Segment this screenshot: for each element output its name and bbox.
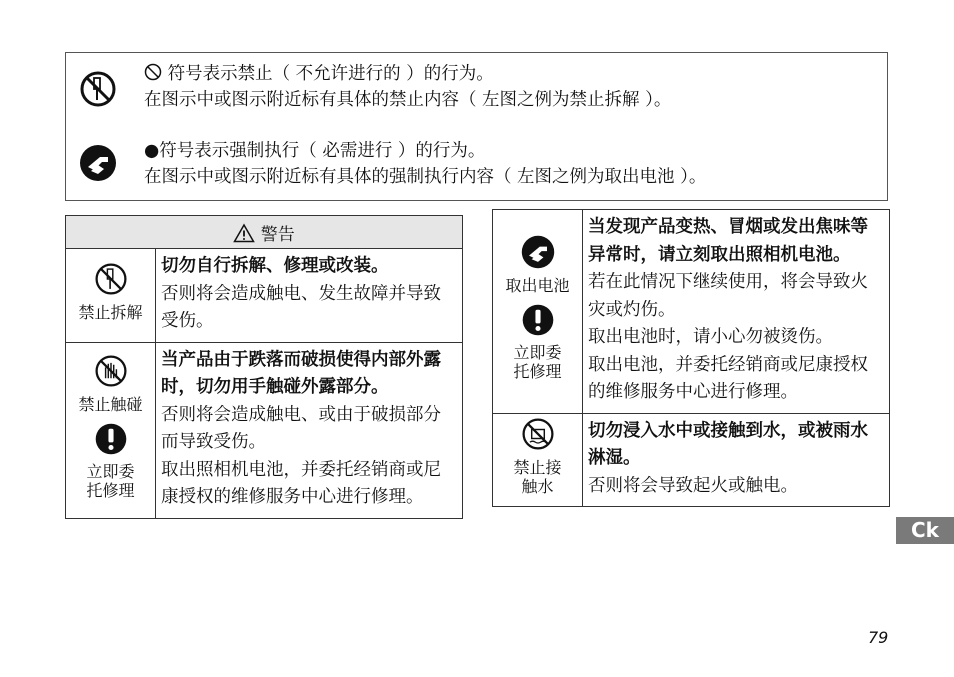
exclamation-icon [521, 322, 555, 341]
no-touch-icon [93, 374, 129, 393]
legend-prohibit-line2: 在图示中或图示附近标有具体的禁止内容（ 左图之例为禁止拆解 ）。 [144, 90, 672, 110]
warning-triangle-icon [233, 225, 260, 245]
table-row [66, 342, 463, 518]
table-row [493, 413, 890, 507]
exclamation-icon [94, 441, 128, 460]
language-tab: Ck [896, 517, 954, 544]
icon-label: 取出电池 [505, 275, 570, 295]
warning-text: 若在此情况下继续使用，将会导致火灾或灼伤。 [588, 272, 868, 320]
legend-mandatory-line2: 在图示中或图示附近标有具体的强制执行内容（ 左图之例为取出电池 ）。 [144, 167, 707, 187]
warning-header [66, 216, 463, 249]
prohibition-symbol-icon [144, 64, 168, 84]
warning-title: 切勿自行拆解、修理或改装。 [161, 256, 389, 276]
no-disassemble-icon [78, 69, 118, 113]
table-row [493, 210, 890, 414]
warning-text: 否则将会造成触电、或由于破损部分而导致受伤。 [161, 404, 441, 452]
warning-header-text: 警告 [260, 224, 295, 245]
warning-text: 取出电池时，请小心勿被烫伤。 [588, 327, 833, 347]
remove-battery-icon [520, 255, 556, 274]
warning-text: 否则将会造成触电、发生故障并导致受伤。 [161, 283, 441, 331]
icon-label: 禁止触碰 [78, 394, 143, 414]
warning-text: 取出照相机电池，并委托经销商或尼康授权的维修服务中心进行修理。 [161, 459, 441, 507]
warning-title: 当产品由于跌落而破损使得内部外露时，切勿用手触碰外露部分。 [161, 349, 441, 397]
page-number: 79 [868, 628, 889, 647]
icon-label: 禁止接触水 [513, 457, 562, 496]
legend-prohibit-line1: 符号表示禁止（ 不允许进行的 ）的行为。 [167, 64, 494, 84]
warning-title: 当发现产品变热、冒烟或发出焦味等异常时，请立刻取出照相机电池。 [588, 217, 868, 265]
symbol-legend [65, 52, 888, 201]
icon-label: 立即委托修理 [86, 461, 135, 500]
warning-table-right [492, 209, 890, 507]
icon-label: 禁止拆解 [78, 302, 143, 322]
legend-mandatory-line1: ●符号表示强制执行（ 必需进行 ）的行为。 [144, 141, 486, 161]
icon-label: 立即委托修理 [513, 342, 562, 381]
remove-battery-icon [78, 143, 118, 187]
table-row [66, 249, 463, 343]
warning-title: 切勿浸入水中或接触到水，或被雨水淋湿。 [588, 420, 868, 468]
warning-text: 取出电池，并委托经销商或尼康授权的维修服务中心进行修理。 [588, 354, 868, 402]
no-water-icon [520, 437, 556, 456]
warning-table-left [65, 215, 463, 519]
warning-text: 否则将会导致起火或触电。 [588, 475, 798, 496]
no-disassemble-icon [93, 282, 129, 301]
